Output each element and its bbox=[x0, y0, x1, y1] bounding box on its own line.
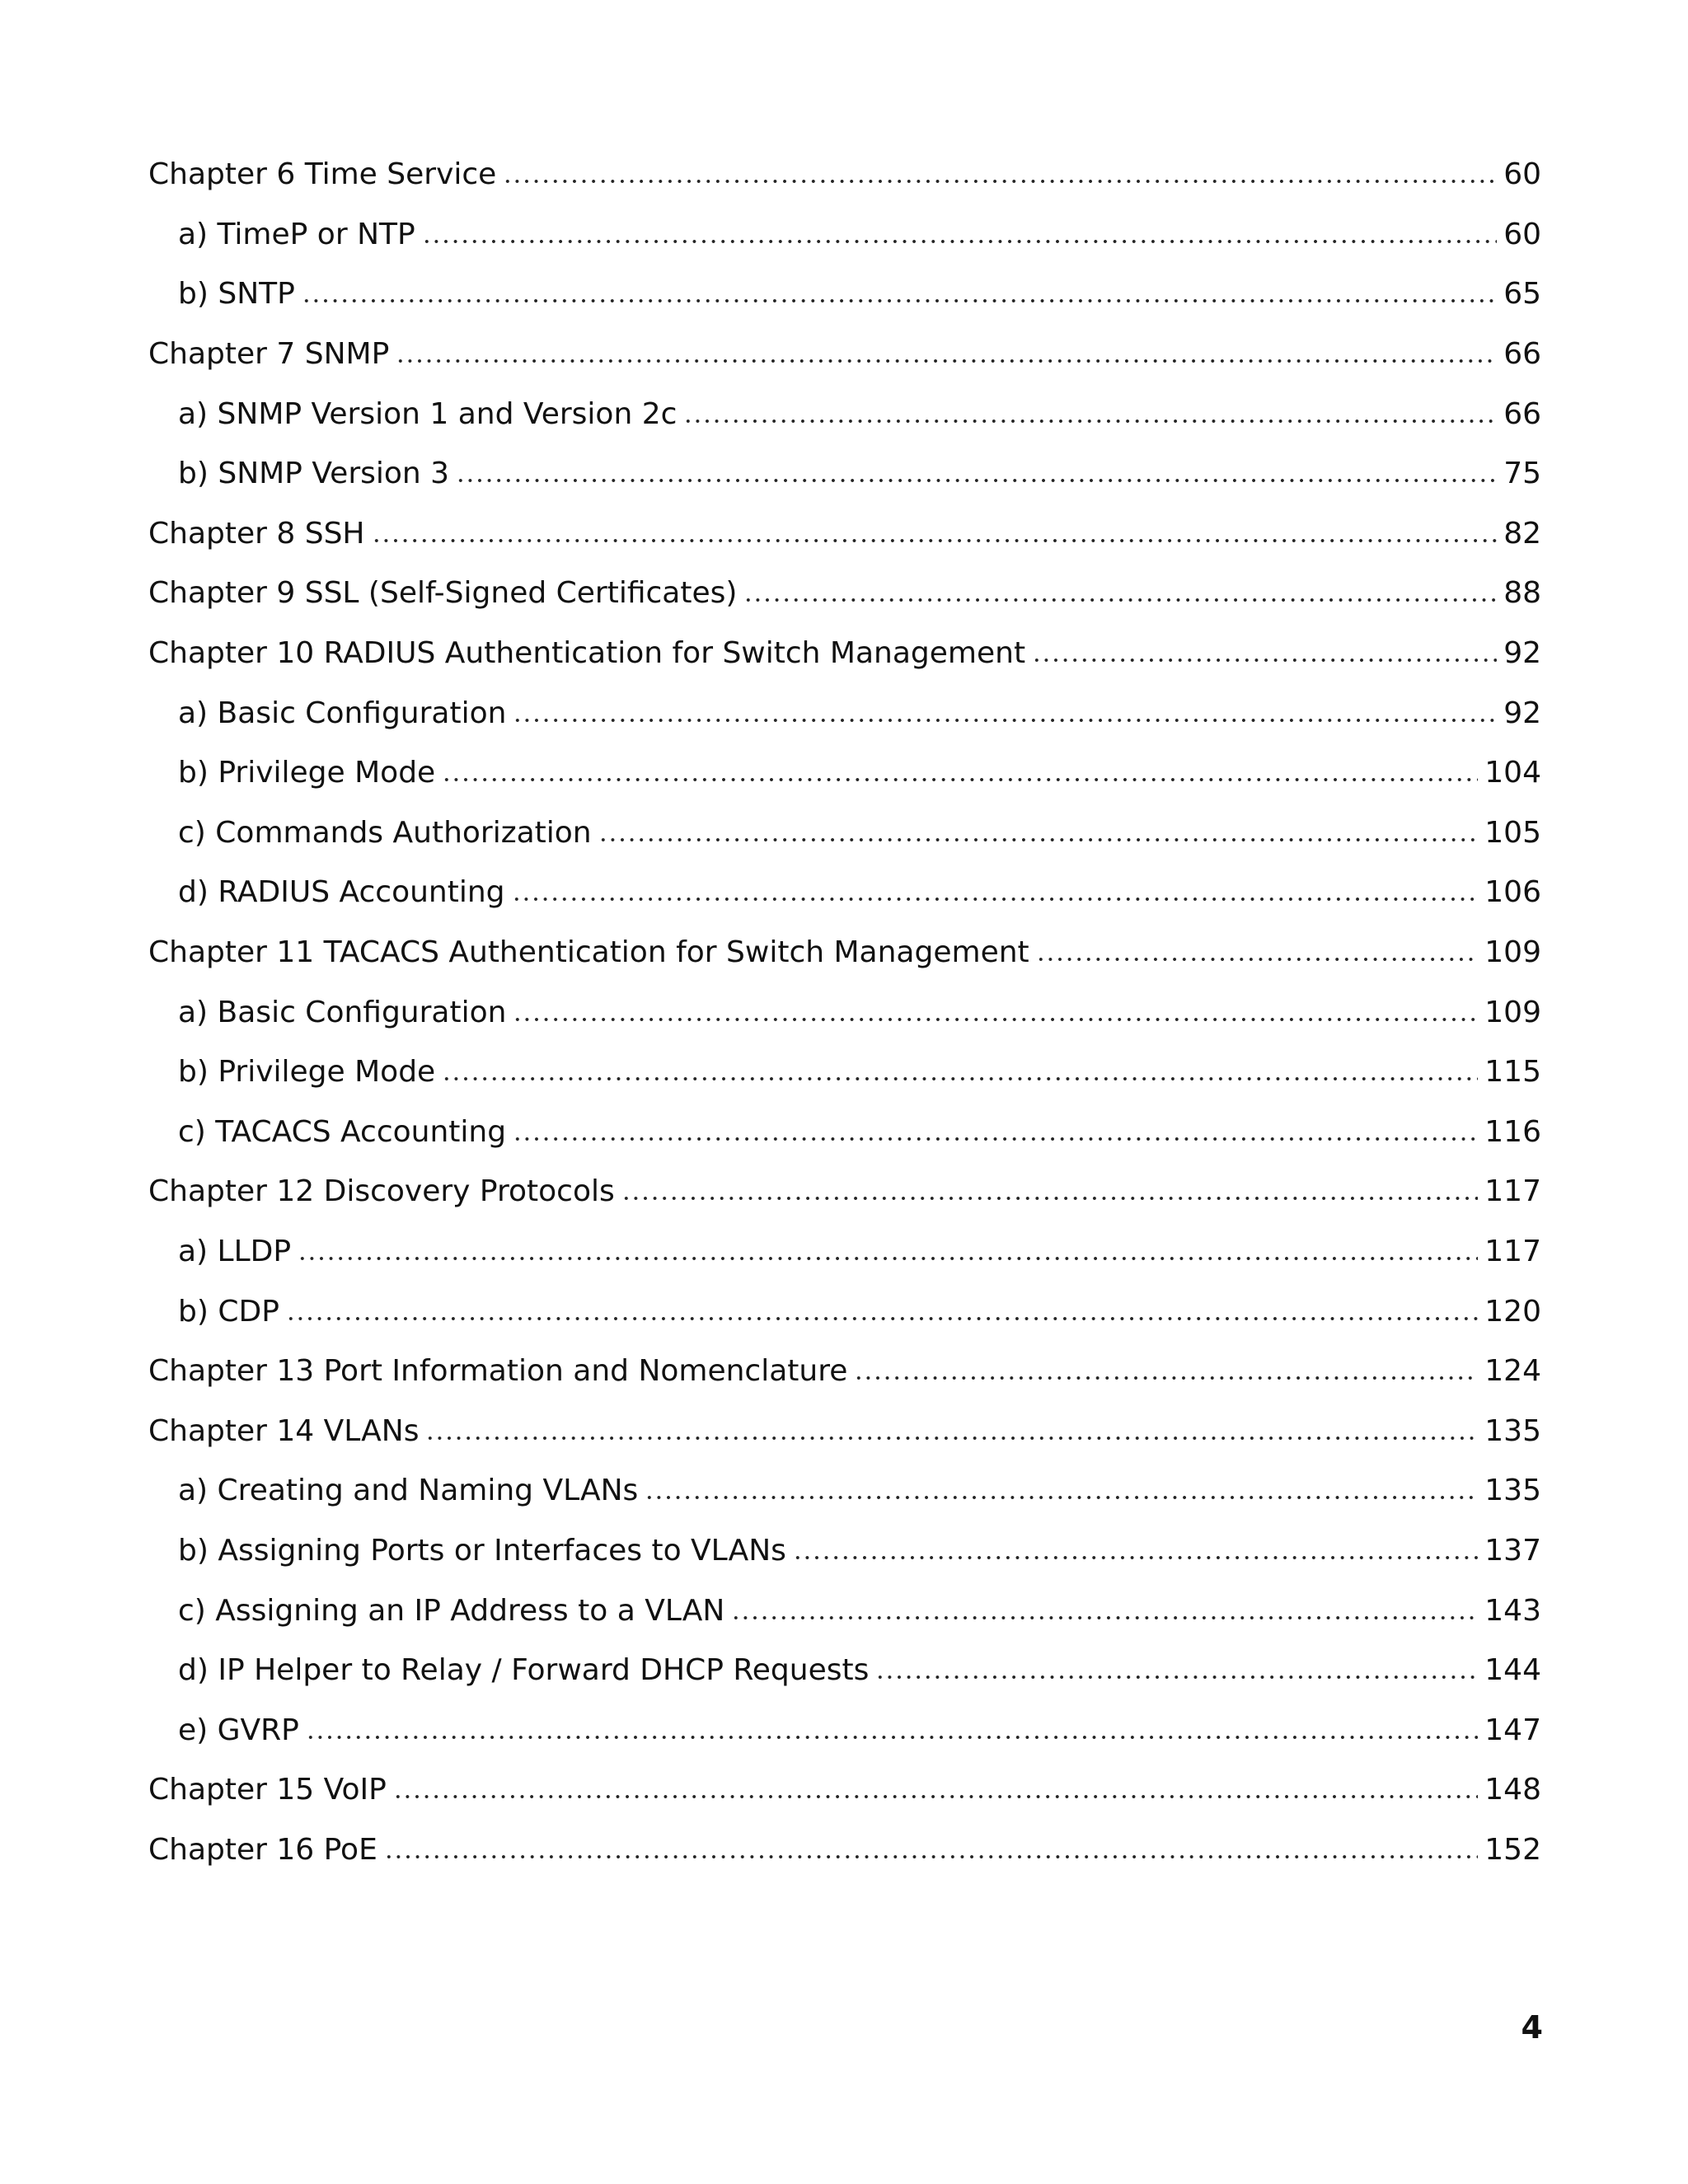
toc-dot-leader bbox=[384, 1842, 1478, 1872]
toc-chapter-entry[interactable] bbox=[148, 504, 1541, 565]
toc-dot-leader bbox=[425, 1423, 1478, 1453]
toc-entry-title: c) TACACS Accounting bbox=[178, 1114, 507, 1149]
toc-section-entry[interactable] bbox=[148, 1461, 1541, 1521]
toc-dot-leader bbox=[645, 1483, 1478, 1512]
toc-entry-title: Chapter 11 TACACS Authentication for Switch Management bbox=[148, 935, 1029, 970]
toc-entry-title: Chapter 8 SSH bbox=[148, 516, 365, 551]
toc-section-entry[interactable] bbox=[148, 743, 1541, 804]
toc-entry-page: 152 bbox=[1484, 1832, 1541, 1867]
toc-section-entry[interactable] bbox=[148, 1521, 1541, 1582]
toc-entry-title: b) CDP bbox=[178, 1294, 279, 1329]
table-of-contents bbox=[148, 145, 1541, 1880]
toc-dot-leader bbox=[442, 1064, 1478, 1094]
toc-entry-title: b) SNTP bbox=[178, 277, 295, 312]
toc-entry-page: 137 bbox=[1484, 1533, 1541, 1568]
toc-chapter-entry[interactable] bbox=[148, 145, 1541, 205]
toc-entry-page: 148 bbox=[1484, 1773, 1541, 1807]
toc-entry-title: Chapter 16 PoE bbox=[148, 1832, 377, 1867]
toc-section-entry[interactable] bbox=[148, 1222, 1541, 1282]
toc-entry-page: 75 bbox=[1503, 457, 1541, 491]
toc-entry-title: Chapter 13 Port Information and Nomenclature bbox=[148, 1354, 848, 1389]
toc-dot-leader bbox=[513, 705, 1497, 735]
toc-entry-page: 65 bbox=[1503, 277, 1541, 312]
toc-entry-title: a) SNMP Version 1 and Version 2c bbox=[178, 396, 678, 431]
toc-section-entry[interactable] bbox=[148, 1282, 1541, 1342]
toc-entry-page: 109 bbox=[1484, 935, 1541, 970]
toc-dot-leader bbox=[372, 526, 1498, 555]
toc-entry-page: 106 bbox=[1484, 875, 1541, 910]
toc-entry-page: 135 bbox=[1484, 1474, 1541, 1508]
toc-section-entry[interactable] bbox=[148, 205, 1541, 265]
toc-entry-title: a) Basic Configuration bbox=[178, 995, 507, 1029]
toc-entry-title: Chapter 7 SNMP bbox=[148, 337, 390, 372]
toc-chapter-entry[interactable] bbox=[148, 564, 1541, 624]
toc-section-entry[interactable] bbox=[148, 982, 1541, 1043]
toc-section-entry[interactable] bbox=[148, 384, 1541, 444]
toc-entry-title: a) Creating and Naming VLANs bbox=[178, 1474, 639, 1508]
toc-dot-leader bbox=[683, 406, 1497, 436]
toc-entry-title: Chapter 10 RADIUS Authentication for Switch Management bbox=[148, 636, 1026, 671]
toc-entry-page: 124 bbox=[1484, 1354, 1541, 1389]
toc-entry-page: 92 bbox=[1503, 636, 1541, 671]
toc-dot-leader bbox=[286, 1304, 1478, 1333]
toc-section-entry[interactable] bbox=[148, 1641, 1541, 1701]
toc-entry-page: 135 bbox=[1484, 1413, 1541, 1448]
toc-chapter-entry[interactable] bbox=[148, 1401, 1541, 1461]
toc-entry-title: b) SNMP Version 3 bbox=[178, 457, 450, 491]
toc-entry-page: 117 bbox=[1484, 1174, 1541, 1209]
toc-section-entry[interactable] bbox=[148, 265, 1541, 325]
toc-chapter-entry[interactable] bbox=[148, 1162, 1541, 1222]
toc-chapter-entry[interactable] bbox=[148, 923, 1541, 983]
toc-entry-title: c) Assigning an IP Address to a VLAN bbox=[178, 1593, 725, 1628]
toc-dot-leader bbox=[598, 825, 1479, 855]
toc-entry-page: 60 bbox=[1503, 217, 1541, 251]
toc-dot-leader bbox=[793, 1543, 1478, 1572]
toc-entry-page: 66 bbox=[1503, 337, 1541, 372]
toc-entry-page: 116 bbox=[1484, 1114, 1541, 1149]
toc-dot-leader bbox=[422, 227, 1497, 256]
toc-entry-page: 66 bbox=[1503, 396, 1541, 431]
toc-entry-title: a) TimeP or NTP bbox=[178, 217, 415, 251]
toc-entry-title: Chapter 6 Time Service bbox=[148, 157, 497, 192]
toc-entry-title: d) IP Helper to Relay / Forward DHCP Requests bbox=[178, 1653, 870, 1688]
toc-dot-leader bbox=[302, 286, 1497, 316]
toc-chapter-entry[interactable] bbox=[148, 1821, 1541, 1881]
toc-entry-page: 60 bbox=[1503, 157, 1541, 192]
toc-section-entry[interactable] bbox=[148, 444, 1541, 504]
toc-section-entry[interactable] bbox=[148, 863, 1541, 923]
toc-entry-title: a) Basic Configuration bbox=[178, 696, 507, 730]
toc-dot-leader bbox=[512, 884, 1479, 914]
toc-chapter-entry[interactable] bbox=[148, 325, 1541, 385]
toc-entry-title: c) Commands Authorization bbox=[178, 815, 592, 850]
toc-section-entry[interactable] bbox=[148, 1043, 1541, 1103]
toc-entry-page: 144 bbox=[1484, 1653, 1541, 1688]
toc-dot-leader bbox=[513, 1124, 1478, 1154]
toc-dot-leader bbox=[731, 1603, 1478, 1633]
toc-entry-page: 143 bbox=[1484, 1593, 1541, 1628]
toc-chapter-entry[interactable] bbox=[148, 624, 1541, 684]
toc-entry-title: b) Assigning Ports or Interfaces to VLANs bbox=[178, 1533, 786, 1568]
toc-dot-leader bbox=[456, 466, 1497, 495]
toc-entry-page: 82 bbox=[1503, 516, 1541, 551]
toc-dot-leader bbox=[306, 1722, 1478, 1752]
toc-dot-leader bbox=[442, 765, 1478, 794]
toc-entry-page: 104 bbox=[1484, 756, 1541, 790]
toc-dot-leader bbox=[393, 1782, 1478, 1811]
toc-dot-leader bbox=[503, 166, 1497, 196]
toc-dot-leader bbox=[1032, 645, 1497, 675]
toc-entry-title: Chapter 15 VoIP bbox=[148, 1773, 387, 1807]
toc-entry-page: 147 bbox=[1484, 1713, 1541, 1747]
toc-section-entry[interactable] bbox=[148, 1103, 1541, 1163]
toc-entry-title: b) Privilege Mode bbox=[178, 756, 436, 790]
toc-dot-leader bbox=[513, 1005, 1478, 1034]
toc-entry-title: d) RADIUS Accounting bbox=[178, 875, 505, 910]
toc-dot-leader bbox=[396, 346, 1497, 376]
toc-dot-leader bbox=[743, 585, 1497, 615]
toc-dot-leader bbox=[875, 1662, 1478, 1692]
toc-dot-leader bbox=[854, 1363, 1478, 1393]
toc-section-entry[interactable] bbox=[148, 804, 1541, 864]
toc-dot-leader bbox=[621, 1183, 1479, 1213]
toc-section-entry[interactable] bbox=[148, 1581, 1541, 1641]
toc-entry-title: Chapter 14 VLANs bbox=[148, 1413, 420, 1448]
toc-entry-page: 105 bbox=[1484, 815, 1541, 850]
toc-section-entry[interactable] bbox=[148, 683, 1541, 743]
toc-entry-title: a) LLDP bbox=[178, 1234, 292, 1268]
toc-entry-title: Chapter 12 Discovery Protocols bbox=[148, 1174, 615, 1209]
toc-entry-title: e) GVRP bbox=[178, 1713, 299, 1747]
toc-section-entry[interactable] bbox=[148, 1700, 1541, 1760]
toc-entry-page: 88 bbox=[1503, 576, 1541, 611]
toc-entry-title: Chapter 9 SSL (Self-Signed Certificates) bbox=[148, 576, 738, 611]
toc-entry-page: 92 bbox=[1503, 696, 1541, 730]
toc-dot-leader bbox=[1036, 944, 1479, 974]
toc-dot-leader bbox=[298, 1244, 1478, 1273]
toc-chapter-entry[interactable] bbox=[148, 1342, 1541, 1402]
toc-entry-title: b) Privilege Mode bbox=[178, 1055, 436, 1090]
toc-entry-page: 109 bbox=[1484, 995, 1541, 1029]
toc-entry-page: 117 bbox=[1484, 1234, 1541, 1268]
toc-entry-page: 120 bbox=[1484, 1294, 1541, 1329]
toc-entry-page: 115 bbox=[1484, 1055, 1541, 1090]
toc-chapter-entry[interactable] bbox=[148, 1760, 1541, 1821]
page-number: 4 bbox=[1521, 2009, 1543, 2046]
